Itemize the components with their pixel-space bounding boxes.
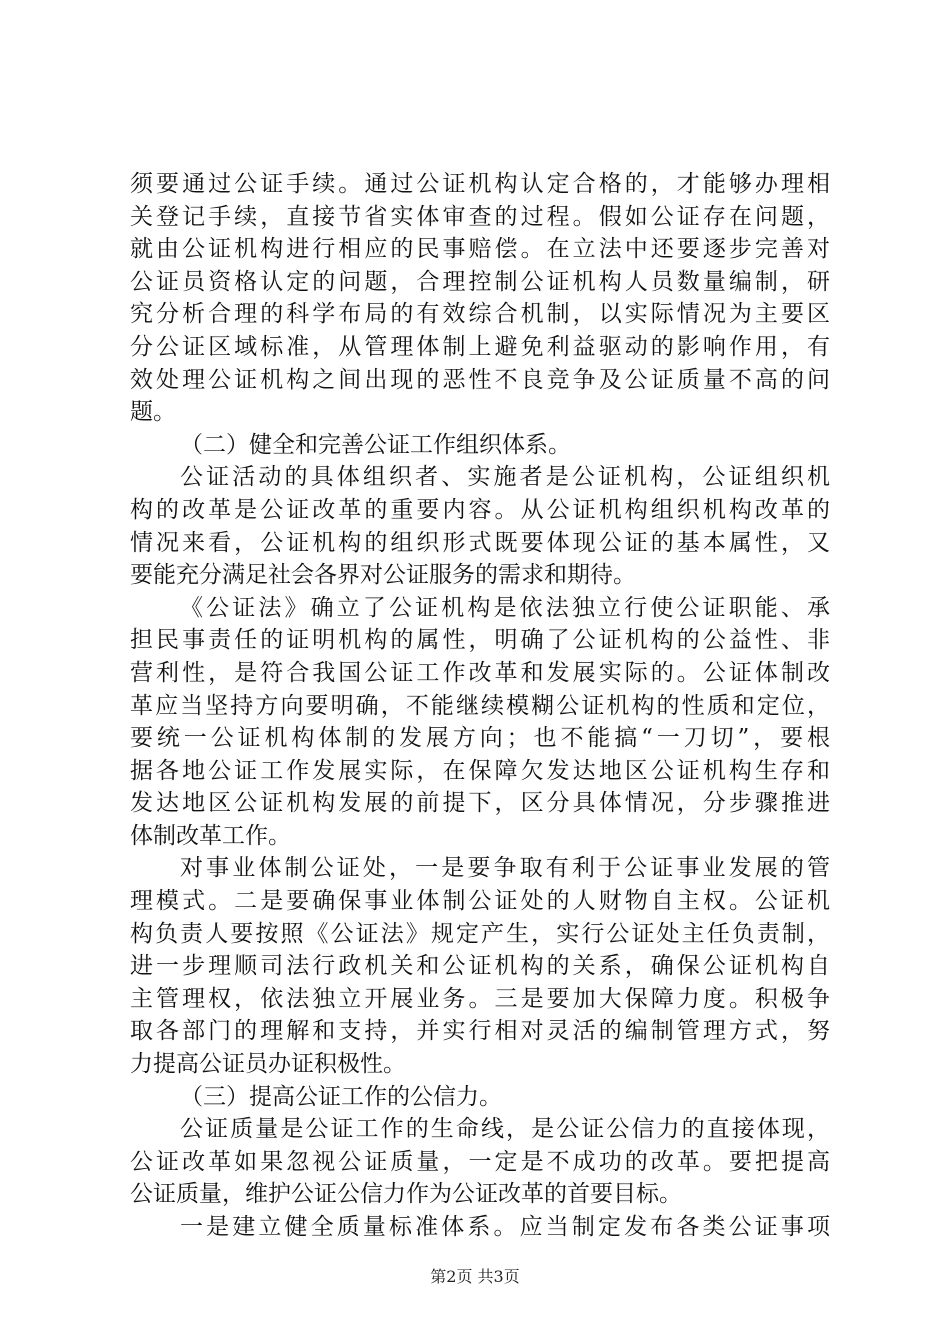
text-line: 发达地区公证机构发展的前提下，区分具体情况，分步骤推进: [130, 790, 830, 817]
text-line: 一是建立健全质量标准体系。应当制定发布各类公证事项: [180, 1214, 830, 1240]
text-line: 要统一公证机构体制的发展方向；也不能搞“一刀切”，要根: [130, 725, 830, 752]
text-line: 进一步理顺司法行政机关和公证机构的关系，确保公证机构自: [130, 953, 830, 980]
text-line: 究分析合理的科学布局的有效综合机制，以实际情况为主要区: [130, 301, 830, 328]
text-line: 公证员资格认定的问题，合理控制公证机构人员数量编制，研: [130, 268, 830, 295]
text-line: 《公证法》确立了公证机构是依法独立行使公证职能、承: [180, 594, 830, 621]
text-line: 须要通过公证手续。通过公证机构认定合格的，才能够办理相: [130, 171, 830, 197]
text-line: 题。: [130, 399, 176, 426]
text-line: 构负责人要按照《公证法》规定产生，实行公证处主任负责制，: [130, 920, 830, 947]
text-line: （二）健全和完善公证工作组织体系。: [180, 431, 571, 458]
text-line: 关登记手续，直接节省实体审查的过程。假如公证存在问题，: [130, 203, 830, 230]
text-line: 构的改革是公证改革的重要内容。从公证机构组织机构改革的: [130, 496, 830, 523]
text-line: 公证活动的具体组织者、实施者是公证机构，公证组织机: [180, 464, 830, 491]
text-line: 力提高公证员办证积极性。: [130, 1051, 406, 1078]
text-line: 分公证区域标准，从管理体制上避免利益驱动的影响作用，有: [130, 333, 830, 360]
text-line: 要能充分满足社会各界对公证服务的需求和期待。: [130, 562, 636, 589]
text-line: 担民事责任的证明机构的属性，明确了公证机构的公益性、非: [130, 627, 830, 654]
text-line: 理模式。二是要确保事业体制公证处的人财物自主权。公证机: [130, 888, 830, 915]
text-line: 就由公证机构进行相应的民事赔偿。在立法中还要逐步完善对: [130, 236, 830, 263]
text-line: 体制改革工作。: [130, 822, 291, 849]
text-line: 革应当坚持方向要明确，不能继续模糊公证机构的性质和定位，: [130, 692, 830, 719]
page-footer: 第2页 共3页: [430, 1267, 520, 1286]
text-line: （三）提高公证工作的公信力。: [180, 1083, 502, 1110]
text-line: 公证质量是公证工作的生命线，是公证公信力的直接体现，: [180, 1116, 830, 1143]
text-line: 公证质量，维护公证公信力作为公证改革的首要目标。: [130, 1181, 682, 1208]
text-line: 取各部门的理解和支持，并实行相对灵活的编制管理方式，努: [130, 1018, 830, 1045]
text-line: 公证改革如果忽视公证质量，一定是不成功的改革。要把提高: [130, 1148, 830, 1175]
text-line: 主管理权，依法独立开展业务。三是要加大保障力度。积极争: [130, 985, 830, 1012]
document-body: [130, 168, 830, 1244]
text-line: 情况来看，公证机构的组织形式既要体现公证的基本属性，又: [130, 529, 830, 556]
text-line: 效处理公证机构之间出现的恶性不良竞争及公证质量不高的问: [130, 366, 830, 393]
text-line: 对事业体制公证处，一是要争取有利于公证事业发展的管: [180, 855, 830, 882]
text-line: 营利性，是符合我国公证工作改革和发展实际的。公证体制改: [130, 659, 830, 686]
text-line: 据各地公证工作发展实际，在保障欠发达地区公证机构生存和: [130, 757, 830, 784]
